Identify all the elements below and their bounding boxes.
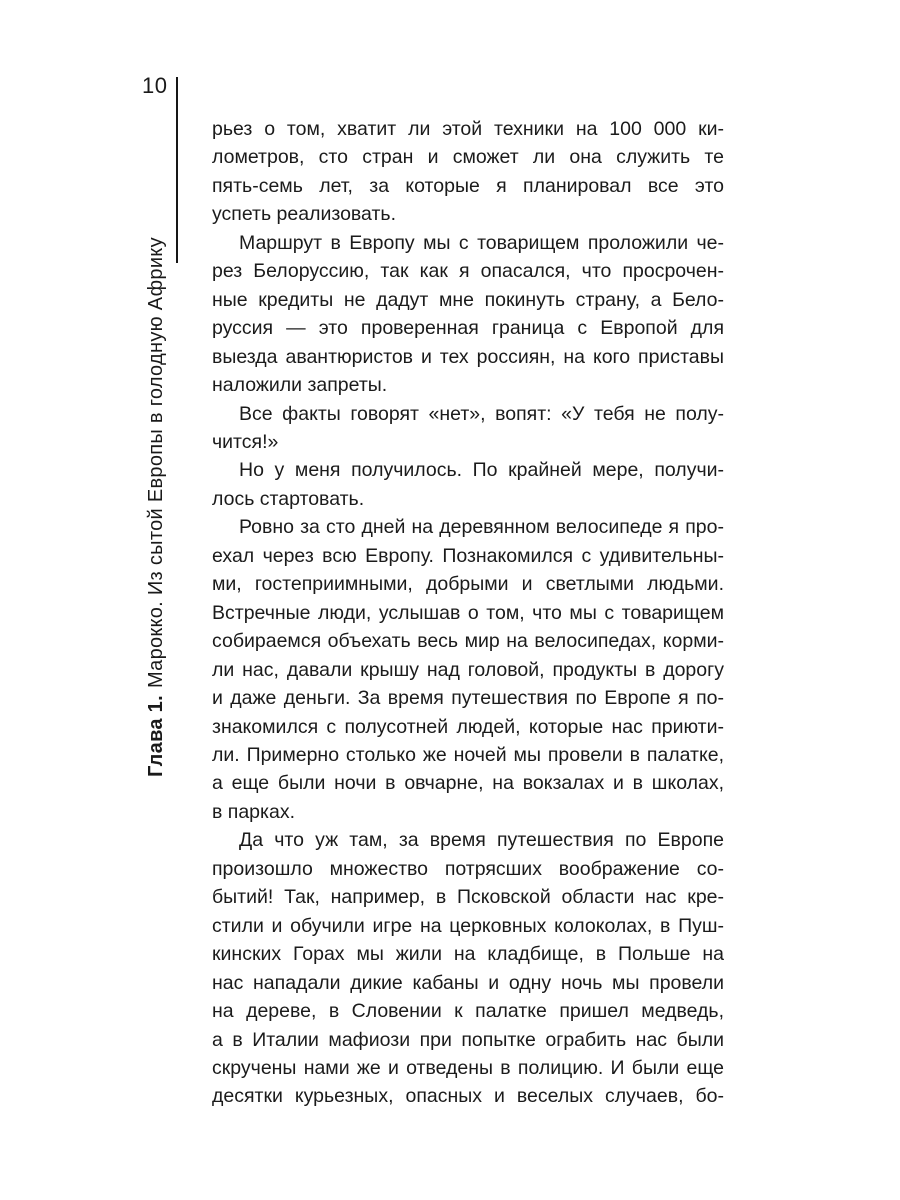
text-line: скручены нами же и отведены в полицию. И были еще: [212, 1056, 724, 1079]
chapter-sidebar: [145, 237, 168, 777]
text-line: пять-семь лет, за которые я планировал все это: [212, 174, 724, 197]
text-line: нас нападали дикие кабаны и одну ночь мы провели: [212, 971, 724, 994]
text-line: а в Италии мафиози при попытке ограбить нас были: [212, 1028, 724, 1051]
text-line: ли нас, давали крышу над головой, продукты в дорогу: [212, 658, 724, 681]
chapter-title: Марокко. Из сытой Европы в голодную Африку: [145, 237, 167, 689]
text-line: руссия — это проверенная граница с Европой для: [212, 317, 724, 340]
text-line: ехал через всю Европу. Познакомился с удивительны-: [212, 544, 724, 567]
text-line: ми, гостеприимными, добрыми и светлыми людьми.: [212, 573, 724, 596]
text-line: Встречные люди, услышав о том, что мы с товарищем: [212, 601, 724, 624]
chapter-label: Глава 1.: [145, 695, 167, 777]
text-line: наложили запреты.: [212, 374, 388, 397]
text-line: Все факты говорят «нет», вопят: «У тебя не полу-: [239, 402, 724, 425]
text-line: десятки курьезных, опасных и веселых случаев, бо-: [212, 1085, 724, 1108]
text-line: Да что уж там, за время путешествия по Европе: [239, 829, 724, 852]
text-line: и даже деньги. За время путешествия по Европе я по-: [212, 687, 724, 710]
text-line: бытий! Так, например, в Псковской области нас кре-: [212, 886, 724, 909]
text-line: лометров, сто стран и сможет ли она служить те: [212, 146, 724, 169]
text-line: рьез о том, хватит ли этой техники на 100 000 ки-: [212, 118, 724, 140]
text-line: лось стартовать.: [212, 487, 365, 510]
text-line: Маршрут в Европу мы с товарищем проложили че-: [239, 231, 724, 254]
text-line: рез Белоруссию, так как я опасался, что просрочен-: [212, 260, 724, 283]
text-line: чится!»: [212, 430, 279, 453]
text-line: ли. Примерно столько же ночей мы провели в палатке,: [212, 743, 724, 766]
text-line: Но у меня получилось. По крайней мере, получи-: [239, 459, 724, 482]
text-line: знакомился с полусотней людей, которые нас приюти-: [212, 715, 724, 738]
text-line: на дереве, в Словении к палатке пришел медведь,: [212, 1000, 724, 1023]
page-number: 10: [142, 73, 168, 98]
body-text: [212, 115, 724, 1111]
header-rule-line: [176, 77, 178, 263]
text-line: стили и обучили игре на церковных колоколах, в Пуш-: [212, 914, 724, 937]
text-line: произошло множество потрясших воображение со-: [212, 857, 724, 880]
text-line: Ровно за сто дней на деревянном велосипеде я про-: [239, 516, 724, 539]
text-line: кинских Горах мы жили на кладбище, в Польше на: [212, 943, 724, 966]
text-line: ные кредиты не дадут мне покинуть страну, а Бело-: [212, 288, 724, 311]
text-line: в парках.: [212, 800, 295, 823]
text-line: а еще были ночи в овчарне, на вокзалах и в школах,: [212, 772, 724, 795]
text-line: успеть реализовать.: [212, 203, 396, 226]
text-line: собираемся объехать весь мир на велосипедах, корми-: [212, 630, 724, 653]
text-line: выезда авантюристов и тех россиян, на кого приставы: [212, 345, 724, 368]
